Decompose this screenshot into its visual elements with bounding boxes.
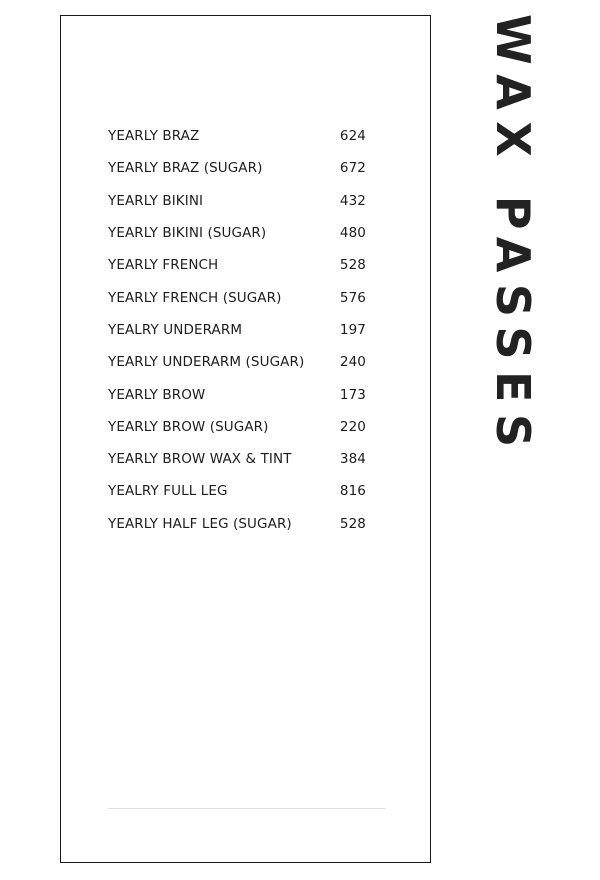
- service-price: 220: [339, 418, 366, 435]
- service-price: 672: [339, 160, 366, 177]
- service-price: 197: [339, 321, 366, 338]
- service-name: YEALRY UNDERARM: [108, 321, 243, 338]
- footer-divider: [108, 808, 386, 809]
- service-price: 384: [339, 451, 366, 468]
- service-price: 528: [339, 515, 366, 532]
- price-row: [108, 411, 366, 443]
- price-panel: [60, 15, 431, 863]
- price-row: [108, 443, 366, 475]
- price-row: [108, 152, 366, 184]
- price-row: [108, 185, 366, 217]
- service-name: YEARLY BROW (SUGAR): [108, 418, 269, 435]
- service-name: YEARLY FRENCH (SUGAR): [108, 289, 282, 306]
- service-name: YEARLY HALF LEG (SUGAR): [108, 515, 292, 532]
- service-name: YEARLY BROW WAX & TINT: [108, 451, 292, 468]
- service-name: YEARLY BIKINI: [108, 192, 204, 209]
- price-row: [108, 120, 366, 152]
- service-price: 576: [339, 289, 366, 306]
- service-price: 480: [339, 225, 366, 242]
- service-price: 528: [339, 257, 366, 274]
- service-name: YEARLY UNDERARM (SUGAR): [108, 354, 305, 371]
- service-name: YEARLY BRAZ: [108, 128, 200, 145]
- service-name: YEARLY FRENCH: [108, 257, 219, 274]
- price-row: [108, 249, 366, 281]
- service-price: 816: [339, 483, 366, 500]
- price-row: [108, 281, 366, 313]
- service-name: YEARLY BIKINI (SUGAR): [108, 225, 267, 242]
- service-price: 432: [339, 192, 366, 209]
- price-row: [108, 378, 366, 410]
- price-row: [108, 475, 366, 507]
- price-row: [108, 508, 366, 540]
- page-title: WAX PASSES: [486, 14, 540, 459]
- service-name: YEARLY BRAZ (SUGAR): [108, 160, 263, 177]
- service-price: 173: [339, 386, 366, 403]
- price-row: [108, 217, 366, 249]
- service-name: YEALRY FULL LEG: [108, 483, 228, 500]
- price-row: [108, 314, 366, 346]
- price-list: [108, 120, 366, 540]
- price-row: [108, 346, 366, 378]
- service-price: 624: [339, 128, 366, 145]
- service-price: 240: [339, 354, 366, 371]
- service-name: YEARLY BROW: [108, 386, 206, 403]
